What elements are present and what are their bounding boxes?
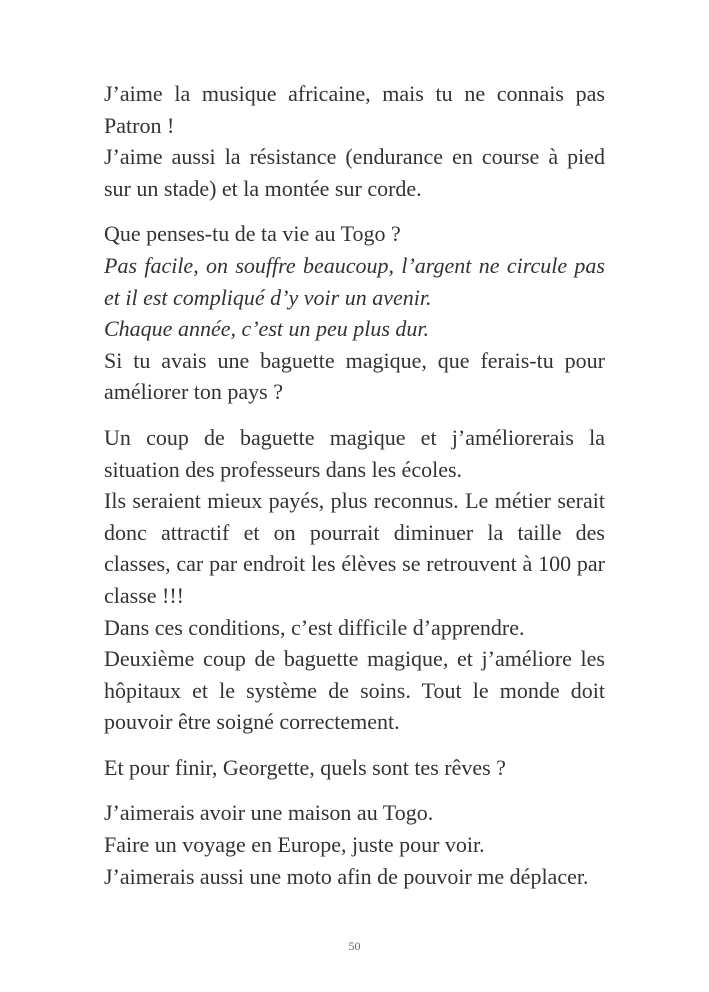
- text-line: J’aimerais aussi une moto afin de pouvoir me déplacer.: [104, 863, 589, 889]
- text-line: Un coup de baguette magique et j’améliorerais la situation des professeurs dans les écoles.: [104, 424, 605, 482]
- text-line: J’aime la musique africaine, mais tu ne connais pas Patron !: [104, 81, 605, 138]
- text-line: Faire un voyage en Europe, juste pour voir.: [104, 832, 485, 858]
- paragraph: [104, 218, 605, 408]
- text-line: Dans ces conditions, c’est difficile d’apprendre.: [104, 614, 525, 640]
- text-line: Que penses-tu de ta vie au Togo ?: [104, 221, 401, 247]
- text-line: Ils seraient mieux payés, plus reconnus. Le métier serait donc attractif et on pourrait diminuer la taille des classes, car par endroit les élèves se retrouvent à 100 par classe !!!: [104, 488, 605, 608]
- text-line-italic: Pas facile, on souffre beaucoup, l’argent ne circule pas et il est compliqué d’y voir un avenir.: [104, 252, 605, 310]
- text-line: J’aime aussi la résistance (endurance en course à pied sur un stade) et la montée sur corde.: [104, 144, 605, 201]
- text-line: J’aimerais avoir une maison au Togo.: [104, 800, 434, 826]
- paragraph: [104, 422, 605, 738]
- paragraph: [104, 797, 605, 892]
- text-line-italic: Chaque année, c’est un peu plus dur.: [104, 316, 430, 342]
- paragraph: [104, 752, 605, 784]
- text-line: Et pour finir, Georgette, quels sont tes rêves ?: [104, 754, 506, 780]
- text-line: Deuxième coup de baguette magique, et j’améliore les hôpitaux et le système de soins. Tout le monde doit pouvoir être soigné correctement.: [104, 646, 605, 735]
- page-text-block: [104, 78, 605, 892]
- text-line: Si tu avais une baguette magique, que ferais-tu pour améliorer ton pays ?: [104, 347, 605, 405]
- paragraph: [104, 78, 605, 204]
- page-number: 50: [348, 939, 361, 953]
